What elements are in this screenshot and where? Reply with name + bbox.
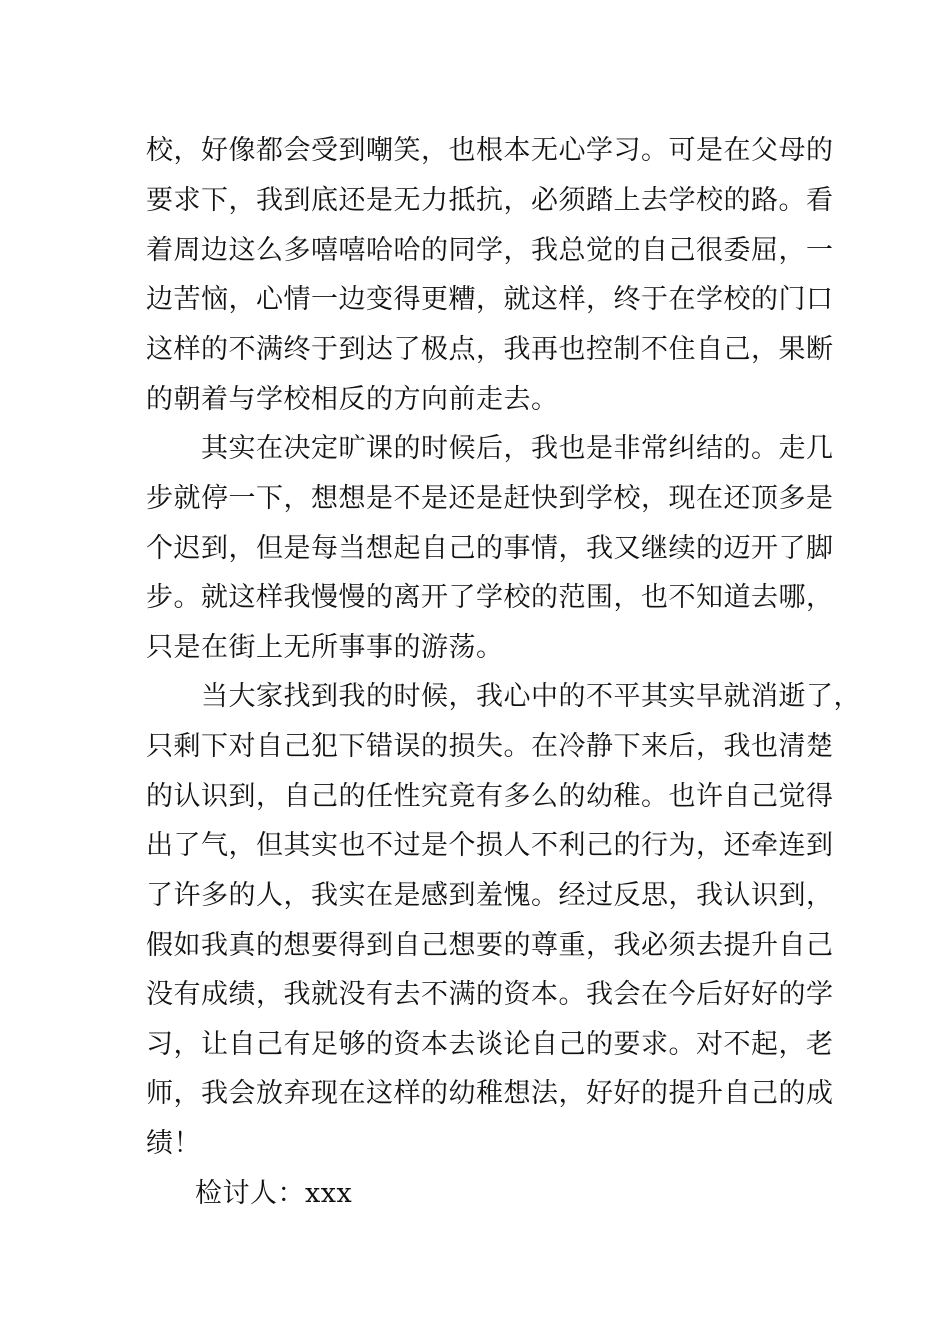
- text-line: 其实在决定旷课的时候后，我也是非常纠结的。走几: [201, 433, 834, 464]
- signature-line: 检讨人：xxx: [195, 1178, 353, 1209]
- text-line: 这样的不满终于到达了极点，我再也控制不住自己，果断: [146, 334, 834, 365]
- text-line: 校，好像都会受到嘲笑，也根本无心学习。可是在父母的: [146, 135, 834, 166]
- text-line: 的认识到，自己的任性究竟有多么的幼稚。也许自己觉得: [146, 781, 834, 812]
- text-line: 习，让自己有足够的资本去谈论自己的要求。对不起，老: [146, 1029, 834, 1060]
- text-line: 只是在街上无所事事的游荡。: [146, 632, 504, 663]
- text-line: 当大家找到我的时候，我心中的不平其实早就消逝了，: [201, 681, 861, 712]
- text-line: 步。就这样我慢慢的离开了学校的范围，也不知道去哪，: [146, 582, 834, 613]
- text-line: 要求下，我到底还是无力抵抗，必须踏上去学校的路。看: [146, 185, 834, 216]
- text-line: 没有成绩，我就没有去不满的资本。我会在今后好好的学: [146, 979, 834, 1010]
- text-line: 步就停一下，想想是不是还是赶快到学校，现在还顶多是: [146, 483, 834, 514]
- text-line: 个迟到，但是每当想起自己的事情，我又继续的迈开了脚: [146, 533, 834, 564]
- text-line: 出了气，但其实也不过是个损人不利己的行为，还牵连到: [146, 830, 834, 861]
- text-line: 着周边这么多嘻嘻哈哈的同学，我总觉的自己很委屈，一: [146, 235, 834, 266]
- text-line: 了许多的人，我实在是感到羞愧。经过反思，我认识到，: [146, 880, 834, 911]
- text-line: 只剩下对自己犯下错误的损失。在冷静下来后，我也清楚: [146, 731, 834, 762]
- text-line: 边苦恼，心情一边变得更糟，就这样，终于在学校的门口: [146, 284, 834, 315]
- text-line: 师，我会放弃现在这样的幼稚想法，好好的提升自己的成: [146, 1078, 834, 1109]
- text-line: 假如我真的想要得到自己想要的尊重，我必须去提升自己: [146, 930, 834, 961]
- text-line: 绩！: [146, 1128, 201, 1159]
- text-line: 的朝着与学校相反的方向前走去。: [146, 384, 559, 415]
